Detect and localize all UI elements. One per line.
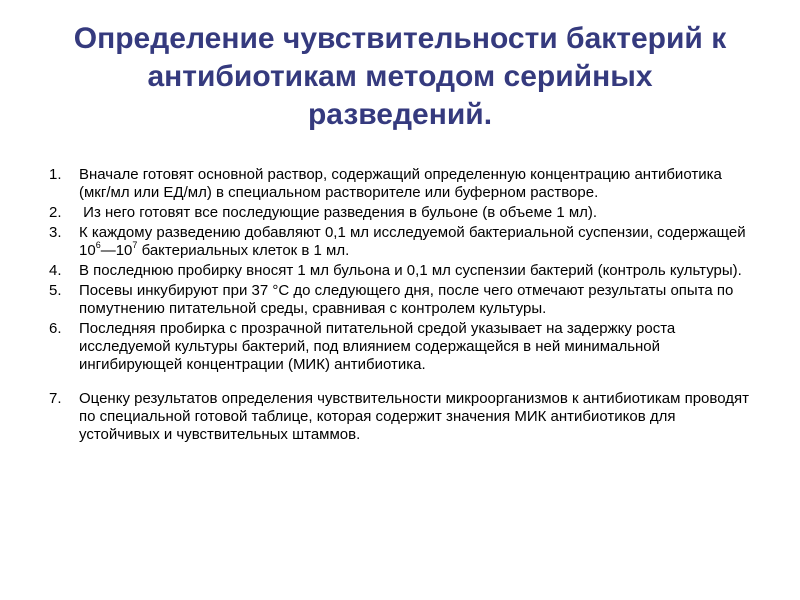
item-number: 3. — [49, 224, 62, 241]
title-line: разведений. — [307, 98, 493, 131]
item-text: Вначале готовят основной раствор, содержащий определенную концентрацию антибиотика (мкг/мл или ЕД/мл) в специальном растворителе или буферном растворе. — [79, 166, 722, 201]
item-text — [79, 224, 746, 259]
item-number: 1. — [49, 166, 62, 183]
item-number: 6. — [49, 320, 62, 337]
item-number: 4. — [49, 262, 62, 279]
item-text: Посевы инкубируют при 37 °С до следующего дня, после чего отмечают результаты опыта по помутнению питательной среды, сравнивая с контролем культуры. — [79, 282, 734, 317]
list-item — [49, 204, 749, 222]
list-item — [49, 390, 749, 444]
list-item — [49, 320, 749, 374]
item-number: 7. — [49, 390, 62, 407]
item-text-part: бактериальных клеток в 1 мл. — [137, 242, 350, 259]
list-item — [49, 166, 749, 202]
title-line: Определение чувствительности бактерий к — [73, 22, 727, 55]
item-number: 2. — [49, 204, 62, 221]
item-text: Из него готовят все последующие разведения в бульоне (в объеме 1 мл). — [79, 204, 598, 221]
title-line: антибиотикам методом серийных — [147, 60, 653, 93]
exponent: 7 — [132, 240, 138, 250]
slide-title — [40, 20, 760, 134]
list-item — [49, 224, 749, 260]
item-text: Последняя пробирка с прозрачной питательной средой указывает на задержку роста исследуемой культуры бактерий, под влиянием содержащейся в ней минимальной ингибирующей концентрации (МИК) антибиотика. — [79, 320, 676, 373]
item-text-part: —10 — [100, 242, 133, 259]
list-item — [49, 262, 749, 280]
item-number: 5. — [49, 282, 62, 299]
exponent: 6 — [95, 240, 101, 250]
item-text: В последнюю пробирку вносят 1 мл бульона и 0,1 мл суспензии бактерий (контроль культуры). — [79, 262, 742, 279]
list-item — [49, 282, 749, 318]
steps-list — [49, 166, 749, 446]
item-text: Оценку результатов определения чувствительности микроорганизмов к антибиотикам проводят по специальной готовой таблице, которая содержит значения МИК антибиотиков для устойчивых и чувствительных штаммов. — [79, 390, 749, 443]
item-text-part: К каждому разведению добавляют 0,1 мл исследуемой бактериальной суспензии, содержащей 10 — [79, 224, 746, 259]
